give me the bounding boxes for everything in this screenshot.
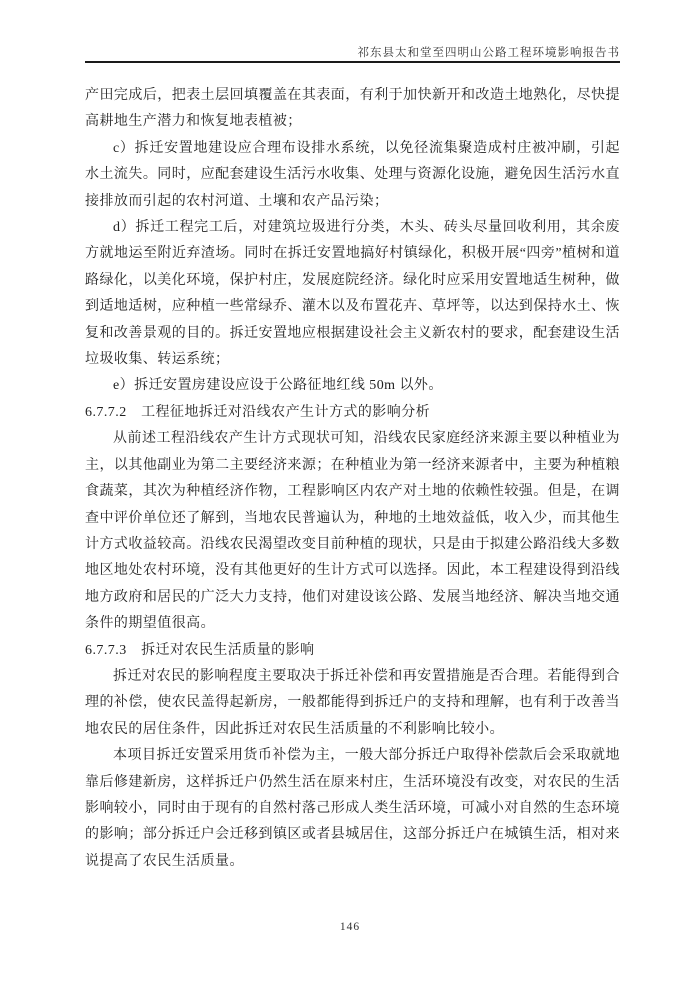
header-divider-line	[85, 61, 620, 63]
paragraph-6772: 从前述工程沿线农产生计方式现状可知，沿线农民家庭经济来源主要以种植业为主，以其他副业为第二主要经济来源；在种植业为第一经济来源者中，主要为种植粮食蔬菜，其次为种植经济作物，工程影响区内农产对土地的依赖性较强。但是，在调查中评价单位还了解到，当地农民普遍认为，种地的土地效益低，收入少，而其他生计方式收益较高。沿线农民渴望改变目前种植的现状，只是由于拟建公路沿线大多数地区地处农村环境，没有其他更好的生计方式可以选择。因此，本工程建设得到沿线地方政府和居民的广泛大力支持，他们对建设该公路、发展当地经济、解决当地交通条件的期望值很高。	[85, 431, 620, 632]
list-item-d: d）拆迁工程完工后，对建筑垃圾进行分类，木头、砖头尽量回收利用，其余废方就地运至附近弃渣场。同时在拆迁安置地搞好村镇绿化，积极开展“四旁”植树和道路绿化，以美化环境，保护村庄，发展庭院经济。绿化时应采用安置地适生树种，做到适地适树，应种植一些常绿乔、灌木以及布置花卉、草坪等，以达到保持水土、恢复和改善景观的目的。拆迁安置地应根据建设社会主义新农村的要求，配套建设生活垃圾收集、转运系统；	[85, 220, 620, 368]
list-item-c: c）拆迁安置地建设应合理布设排水系统，以免径流集聚造成村庄被冲刷，引起水土流失。同时，应配套建设生活污水收集、处理与资源化设施，避免因生活污水直接排放而引起的农村河道、土壤和农产品污染；	[85, 140, 620, 209]
section-heading-6773: 6.7.7.3 拆迁对农民生活质量的影响	[85, 642, 315, 658]
document-body	[85, 83, 620, 875]
list-item-e: e）拆迁安置房建设应设于公路征地红线 50m 以外。	[113, 378, 443, 394]
paragraph-continuation: 产田完成后，把表土层回填覆盖在其表面，有利于加快新开和改造土地熟化，尽快提高耕地生产潜力和恢复地表植被；	[85, 88, 620, 130]
page-number: 146	[339, 921, 361, 933]
section-heading-6772: 6.7.7.2 工程征地拆迁对沿线农产生计方式的影响分析	[85, 404, 431, 420]
page-header-title: 祁东县太和堂至四明山公路工程环境影响报告书	[357, 47, 620, 59]
paragraph-6773-a: 拆迁对农民的影响程度主要取决于拆迁补偿和再安置措施是否合理。若能得到合理的补偿，使农民盖得起新房，一般都能得到拆迁户的支持和理解，也有利于改善当地农民的居住条件，因此拆迁对农民生活质量的不利影响比较小。	[85, 668, 620, 737]
paragraph-6773-b: 本项目拆迁安置采用货币补偿为主，一般大部分拆迁户取得补偿款后会采取就地靠后修建新房，这样拆迁户仍然生活在原来村庄，生活环境没有改变，对农民的生活影响较小，同时由于现有的自然村落己形成人类生活环境，可减小对自然的生态环境的影响；部分拆迁户会迁移到镇区或者县城居住，这部分拆迁户在城镇生活，相对来说提高了农民生活质量。	[85, 748, 620, 869]
